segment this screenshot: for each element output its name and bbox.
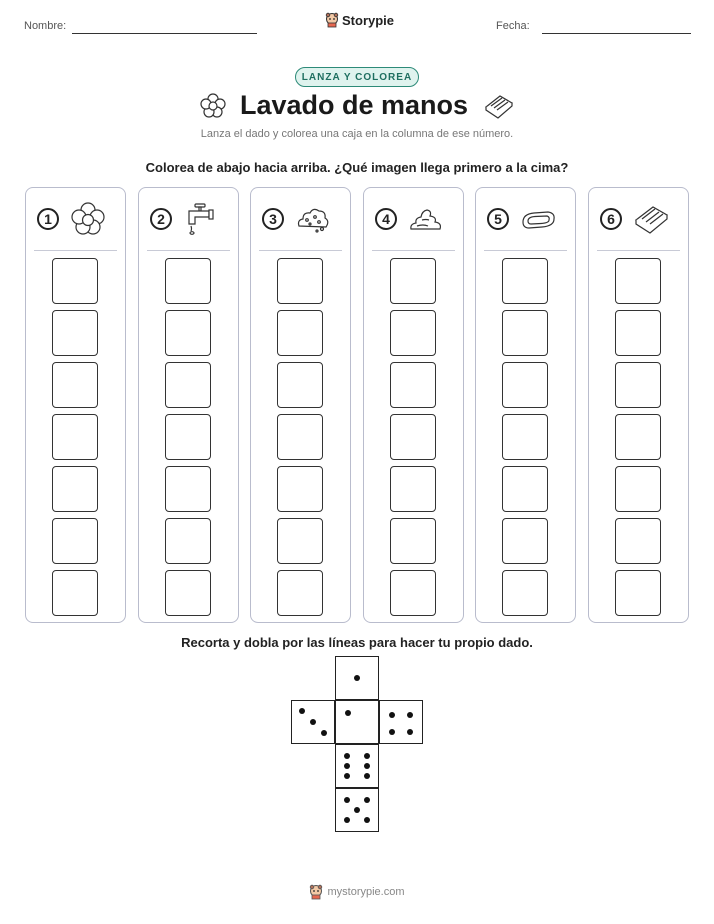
column-number: 5 bbox=[487, 208, 509, 230]
color-box[interactable] bbox=[277, 414, 323, 460]
die-pip bbox=[407, 729, 413, 735]
color-box[interactable] bbox=[502, 258, 548, 304]
title-row bbox=[0, 90, 714, 121]
column-divider bbox=[597, 250, 680, 251]
die-face-one bbox=[335, 656, 379, 700]
die-face-five bbox=[335, 788, 379, 832]
color-box[interactable] bbox=[615, 570, 661, 616]
color-box[interactable] bbox=[615, 466, 661, 512]
color-box[interactable] bbox=[615, 258, 661, 304]
die-face-three bbox=[291, 700, 335, 744]
column-3 bbox=[250, 187, 351, 623]
die-pip bbox=[364, 773, 370, 779]
color-box[interactable] bbox=[615, 310, 661, 356]
brand bbox=[325, 12, 394, 28]
column-divider bbox=[259, 250, 342, 251]
color-box[interactable] bbox=[277, 518, 323, 564]
column-divider bbox=[372, 250, 455, 251]
brand-name: Storypie bbox=[342, 12, 395, 28]
color-box[interactable] bbox=[52, 362, 98, 408]
die-pip bbox=[344, 773, 350, 779]
storypie-logo-icon bbox=[325, 12, 339, 28]
column-number: 1 bbox=[37, 208, 59, 230]
color-box[interactable] bbox=[165, 258, 211, 304]
color-box[interactable] bbox=[502, 466, 548, 512]
storypie-logo-icon bbox=[309, 884, 323, 900]
column-header bbox=[251, 188, 350, 250]
color-box[interactable] bbox=[502, 518, 548, 564]
faucet-icon bbox=[183, 202, 219, 236]
die-pip bbox=[389, 712, 395, 718]
color-box[interactable] bbox=[390, 414, 436, 460]
color-box[interactable] bbox=[165, 466, 211, 512]
color-box[interactable] bbox=[52, 466, 98, 512]
color-box[interactable] bbox=[277, 570, 323, 616]
date-line bbox=[542, 33, 691, 34]
die-pip bbox=[389, 729, 395, 735]
flower-icon bbox=[200, 93, 226, 119]
die-pip bbox=[354, 675, 360, 681]
color-box[interactable] bbox=[277, 466, 323, 512]
column-6 bbox=[588, 187, 689, 623]
color-box[interactable] bbox=[277, 258, 323, 304]
soap-bar-icon bbox=[520, 202, 556, 236]
column-2 bbox=[138, 187, 239, 623]
color-box[interactable] bbox=[390, 518, 436, 564]
die-pip bbox=[364, 817, 370, 823]
die-pip bbox=[310, 719, 316, 725]
soap-foam-icon bbox=[295, 202, 331, 236]
color-box[interactable] bbox=[502, 310, 548, 356]
column-number: 4 bbox=[375, 208, 397, 230]
die-pip bbox=[345, 710, 351, 716]
die-face-one bbox=[335, 700, 379, 744]
column-4 bbox=[363, 187, 464, 623]
column-number: 2 bbox=[150, 208, 172, 230]
color-box[interactable] bbox=[52, 310, 98, 356]
die-pip bbox=[299, 708, 305, 714]
column-5 bbox=[475, 187, 576, 623]
die-pip bbox=[344, 817, 350, 823]
color-box[interactable] bbox=[277, 362, 323, 408]
die-pip bbox=[344, 753, 350, 759]
die-pip bbox=[354, 807, 360, 813]
color-box[interactable] bbox=[390, 258, 436, 304]
date-label: Fecha: bbox=[496, 20, 530, 32]
name-line bbox=[72, 33, 257, 34]
column-divider bbox=[34, 250, 117, 251]
instruction: Colorea de abajo hacia arriba. ¿Qué imagen llega primero a la cima? bbox=[145, 160, 569, 175]
color-box[interactable] bbox=[390, 362, 436, 408]
die-face-six bbox=[335, 744, 379, 788]
color-box[interactable] bbox=[390, 310, 436, 356]
color-box[interactable] bbox=[390, 466, 436, 512]
column-number: 3 bbox=[262, 208, 284, 230]
color-box[interactable] bbox=[52, 258, 98, 304]
column-divider bbox=[484, 250, 567, 251]
die-pip bbox=[364, 763, 370, 769]
color-box[interactable] bbox=[502, 362, 548, 408]
color-box[interactable] bbox=[277, 310, 323, 356]
name-label: Nombre: bbox=[24, 20, 67, 32]
color-box[interactable] bbox=[52, 518, 98, 564]
die-pip bbox=[344, 763, 350, 769]
die-pip bbox=[364, 753, 370, 759]
cut-instruction: Recorta y dobla por las líneas para hacer tu propio dado. bbox=[181, 635, 533, 650]
color-box[interactable] bbox=[502, 414, 548, 460]
color-box[interactable] bbox=[165, 414, 211, 460]
column-number: 6 bbox=[600, 208, 622, 230]
color-box[interactable] bbox=[165, 518, 211, 564]
die-pip bbox=[364, 797, 370, 803]
color-box[interactable] bbox=[165, 570, 211, 616]
color-box[interactable] bbox=[615, 414, 661, 460]
die-face-four bbox=[379, 700, 423, 744]
column-header bbox=[139, 188, 238, 250]
towel-icon bbox=[482, 93, 514, 119]
color-box[interactable] bbox=[165, 362, 211, 408]
color-box[interactable] bbox=[165, 310, 211, 356]
soap-lather-icon bbox=[408, 202, 444, 236]
column-1 bbox=[25, 187, 126, 623]
towel-icon bbox=[633, 202, 669, 236]
column-divider bbox=[147, 250, 230, 251]
die-pip bbox=[407, 712, 413, 718]
footer-url[interactable]: mystorypie.com bbox=[327, 886, 405, 898]
column-header bbox=[26, 188, 125, 250]
activity-tag: LANZA Y COLOREA bbox=[295, 67, 419, 87]
column-header bbox=[476, 188, 575, 250]
die-pip bbox=[344, 797, 350, 803]
color-box[interactable] bbox=[52, 570, 98, 616]
color-box[interactable] bbox=[390, 570, 436, 616]
color-box[interactable] bbox=[52, 414, 98, 460]
flower-icon bbox=[70, 202, 106, 236]
color-box[interactable] bbox=[502, 570, 548, 616]
die-pip bbox=[321, 730, 327, 736]
color-box[interactable] bbox=[615, 362, 661, 408]
subtitle: Lanza el dado y colorea una caja en la columna de ese número. bbox=[200, 128, 514, 140]
footer bbox=[0, 884, 714, 900]
column-header bbox=[364, 188, 463, 250]
color-box[interactable] bbox=[615, 518, 661, 564]
column-header bbox=[589, 188, 688, 250]
page-title: Lavado de manos bbox=[239, 90, 469, 120]
